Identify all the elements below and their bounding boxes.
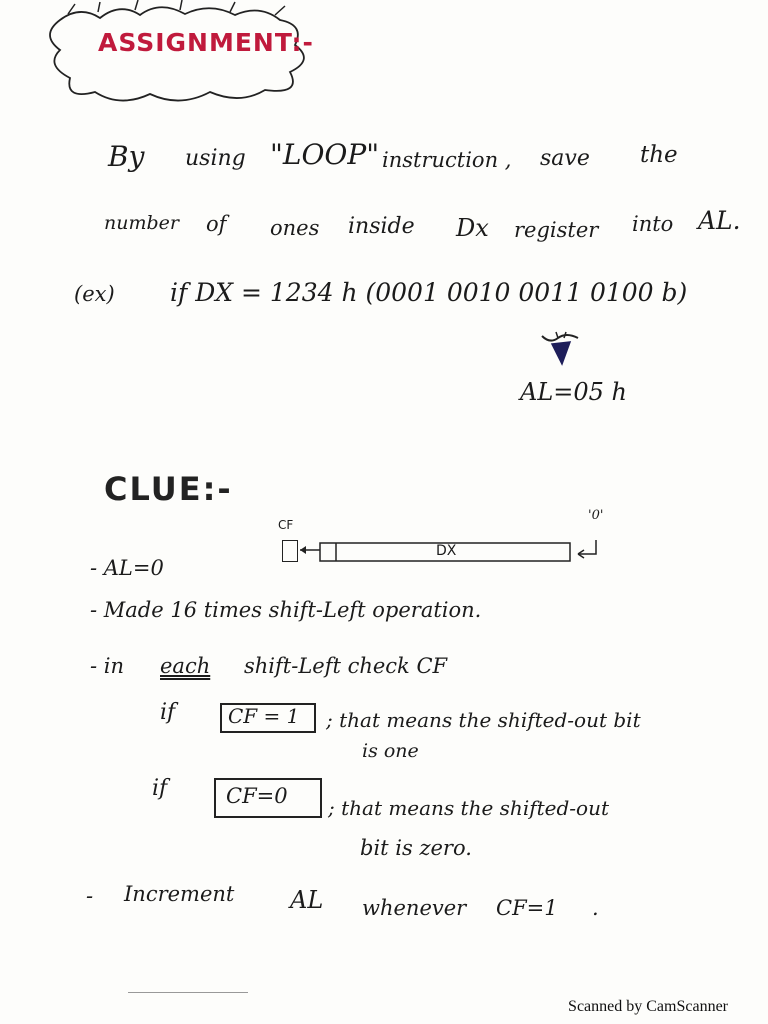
clue-item: Increment [124,882,235,906]
clue-item: whenever [362,896,467,920]
task-word: into [632,212,674,236]
scanner-footer: Scanned by CamScanner [568,998,728,1015]
task-word: inside [348,214,415,239]
clue-item: . [592,896,599,920]
cond-text: bit is zero. [360,836,472,860]
clue-item: - AL=0 [90,556,164,580]
down-arrow-icon [536,330,586,372]
divider [128,992,248,993]
task-word: AL. [698,206,741,235]
cf-zero-box [214,778,322,818]
task-word: Dx [456,214,489,242]
cf-label: CF [278,518,294,532]
clue-item: AL [290,886,324,914]
cond-if: if [152,776,168,801]
clue-item: shift-Left check CF [244,654,448,678]
zero-input-label: '0' [588,508,604,523]
result-value: AL=05 h [520,378,628,406]
task-word: number [104,212,179,234]
task-word: ones [270,216,320,240]
clue-heading: CLUE:- [104,470,233,508]
example-label: (ex) [74,282,115,306]
cond-text: ; that means the shifted-out bit [326,708,641,732]
clue-item: - Made 16 times shift-Left operation. [90,598,482,622]
task-word: using [185,146,246,171]
assignment-title: ASSIGNMENT:- [98,28,314,57]
clue-item-emphasis: each [160,654,211,678]
task-word: register [514,218,599,242]
task-word: save [540,146,590,171]
cf-one-box [220,703,316,733]
clue-item-dash: - [86,884,94,908]
cf-zero-text: CF=0 [226,784,288,808]
task-word: the [640,142,678,168]
example-expression: if DX = 1234 h (0001 0010 0011 0100 b) [170,278,688,307]
clue-item: - in [90,654,125,678]
task-word: instruction , [382,148,512,172]
cond-if: if [160,700,176,725]
dx-label: DX [436,543,457,559]
task-word: of [206,212,227,236]
clue-item: CF=1 [496,896,558,920]
task-word: "LOOP" [270,138,380,171]
cf-one-text: CF = 1 [228,704,300,728]
cond-text: ; that means the shifted-out [328,796,610,820]
cond-text: is one [362,740,419,762]
task-word: By [108,140,145,173]
